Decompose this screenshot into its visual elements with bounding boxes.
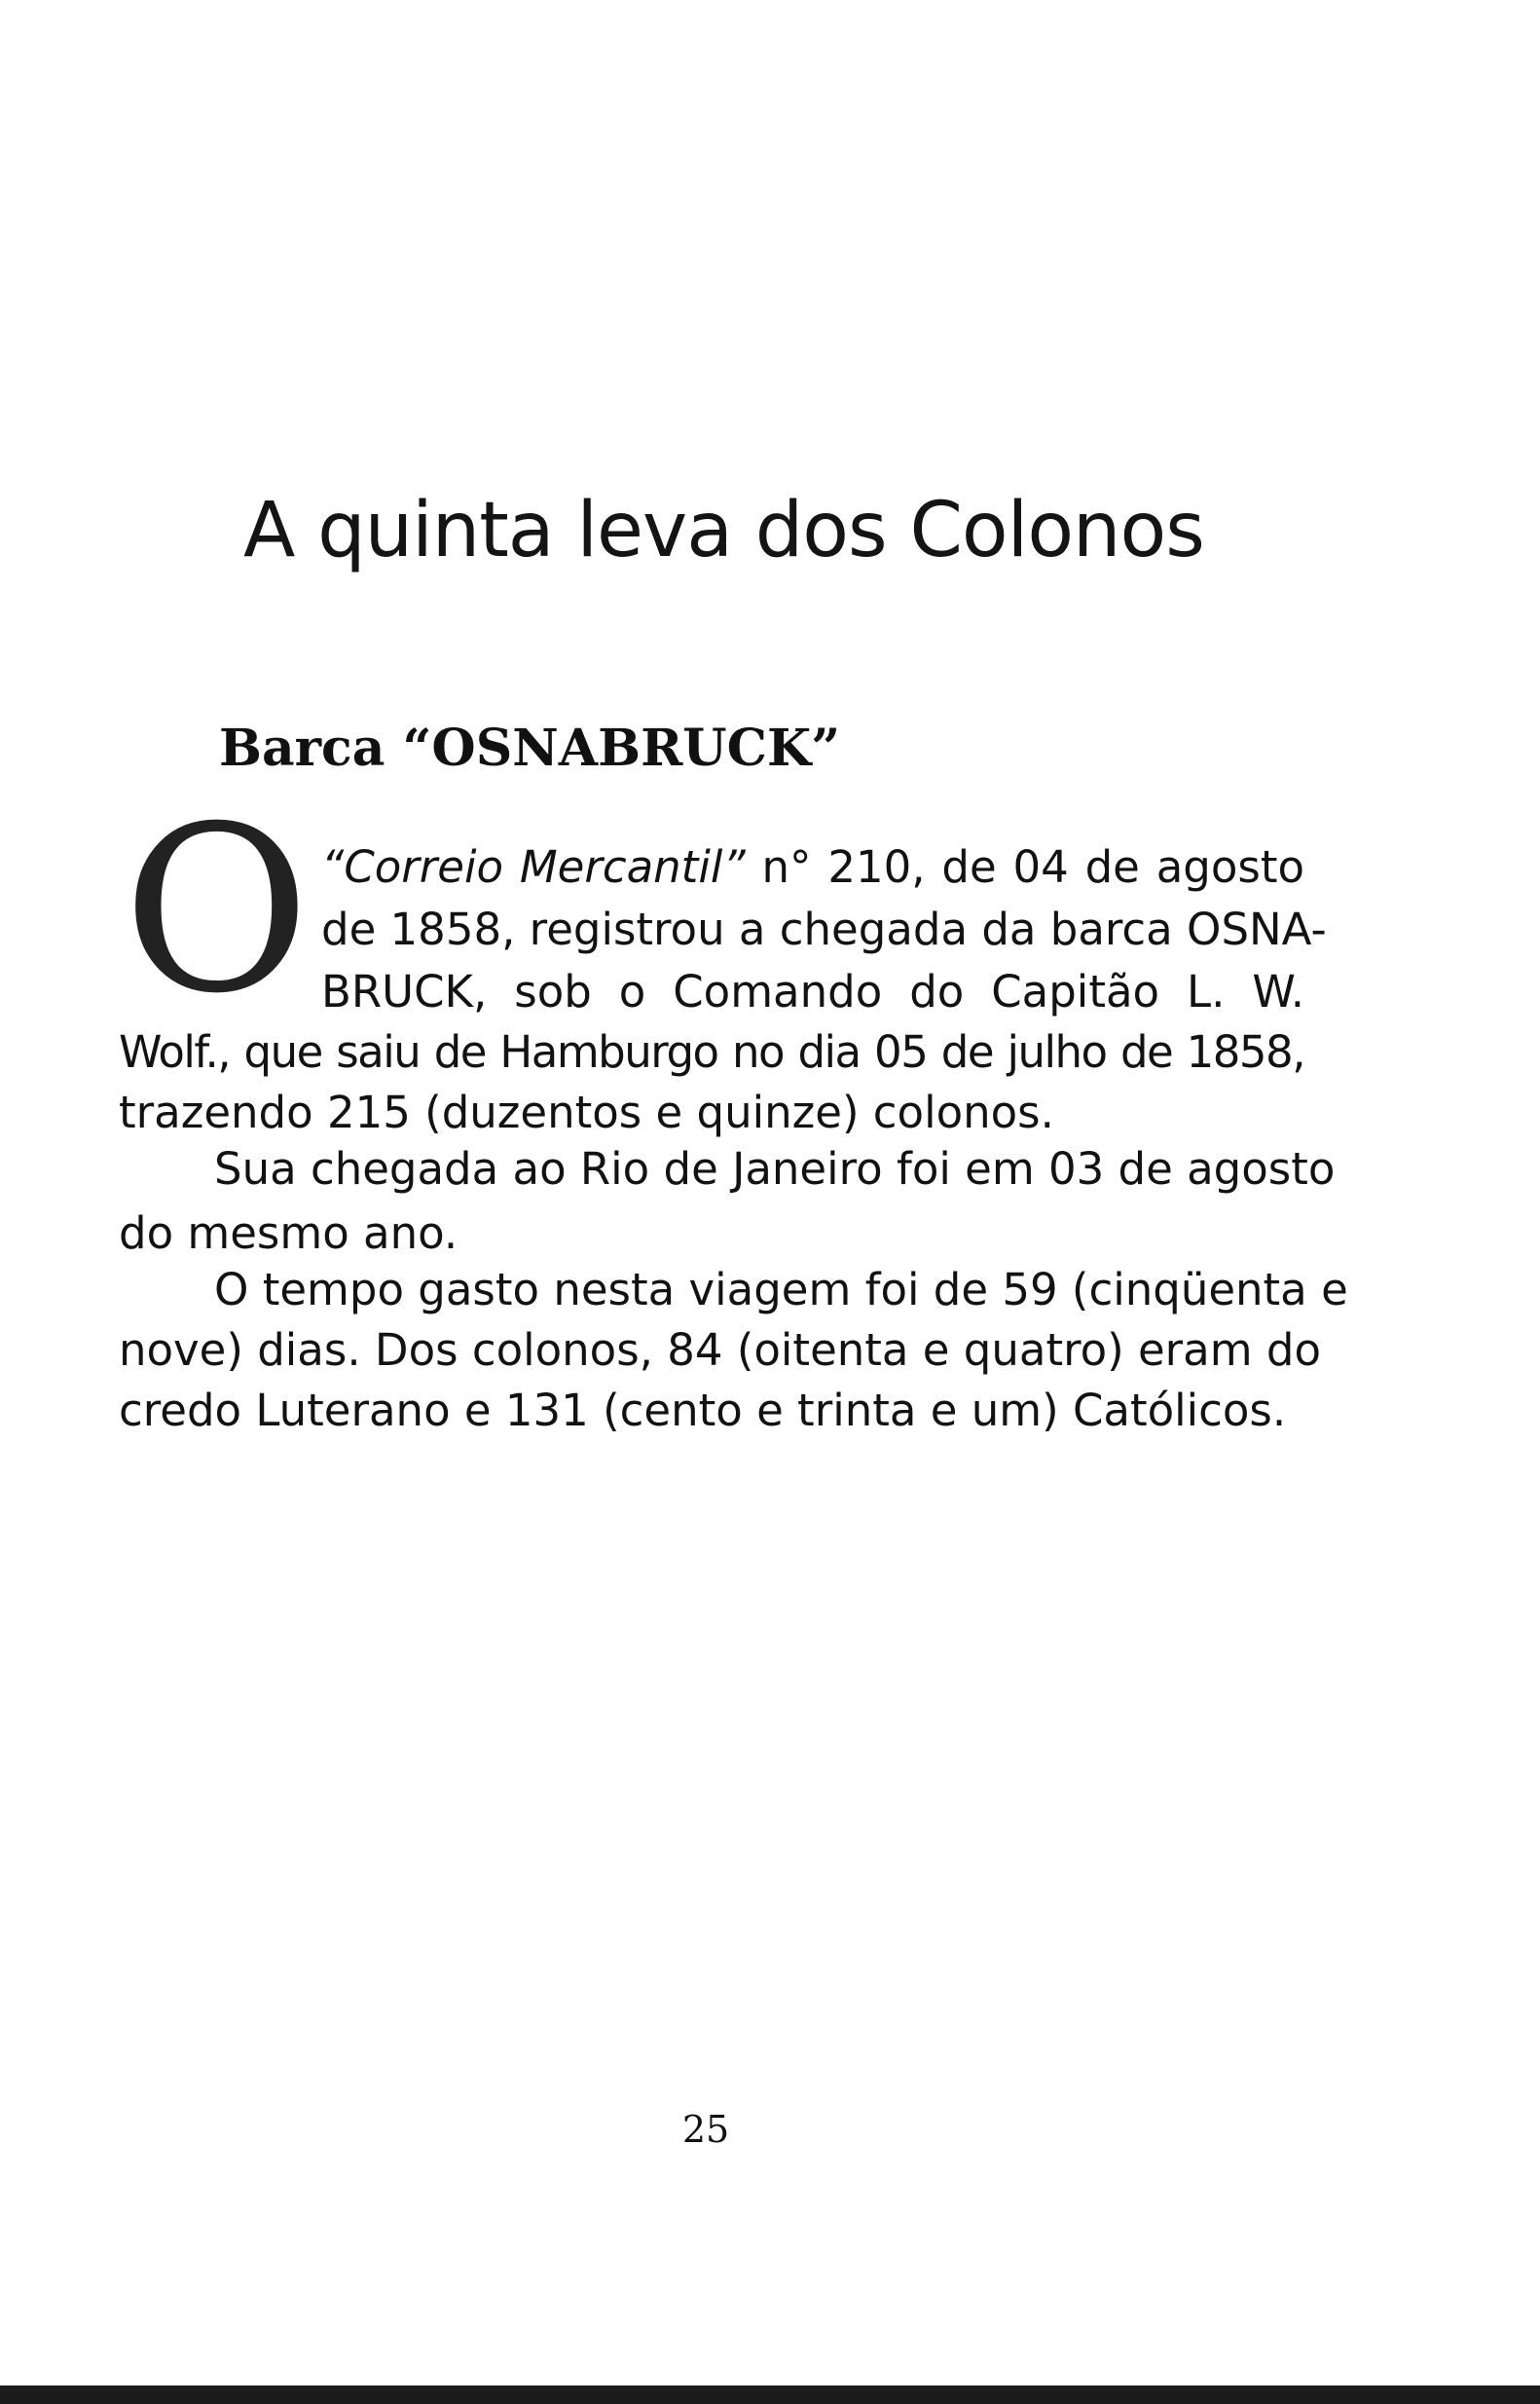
scan-bottom-edge xyxy=(0,2386,1540,2404)
paragraph-line: nove) dias. Dos colonos, 84 (oitenta e quatro) eram do xyxy=(119,1324,1321,1376)
paragraph-line: O tempo gasto nesta viagem foi de 59 (cinqüenta e xyxy=(214,1264,1348,1315)
paragraph-line: credo Luterano e 131 (cento e trinta e um) Católicos. xyxy=(119,1385,1287,1436)
paragraph-line: do mesmo ano. xyxy=(119,1207,458,1259)
page-number: 25 xyxy=(681,2108,730,2151)
paragraph-line: trazendo 215 (duzentos e quinze) colonos. xyxy=(119,1087,1054,1138)
drop-cap-letter: O xyxy=(123,778,311,1044)
paragraph-line: Wolf., que saiu de Hamburgo no dia 05 de julho de 1858, xyxy=(119,1026,1304,1078)
paragraph-line: BRUCK, sob o Comando do Capitão L. W. xyxy=(321,966,1304,1017)
paragraph-line: “Correio Mercantil” n° 210, de 04 de agosto xyxy=(321,841,1304,893)
paragraph-line: de 1858, registrou a chegada da barca OSNA- xyxy=(321,904,1327,955)
chapter-title: A quinta leva dos Colonos xyxy=(243,487,1204,574)
section-heading: Barca “OSNABRUCK” xyxy=(219,719,841,778)
paragraph-line: Sua chegada ao Rio de Janeiro foi em 03 de agosto xyxy=(214,1143,1336,1195)
